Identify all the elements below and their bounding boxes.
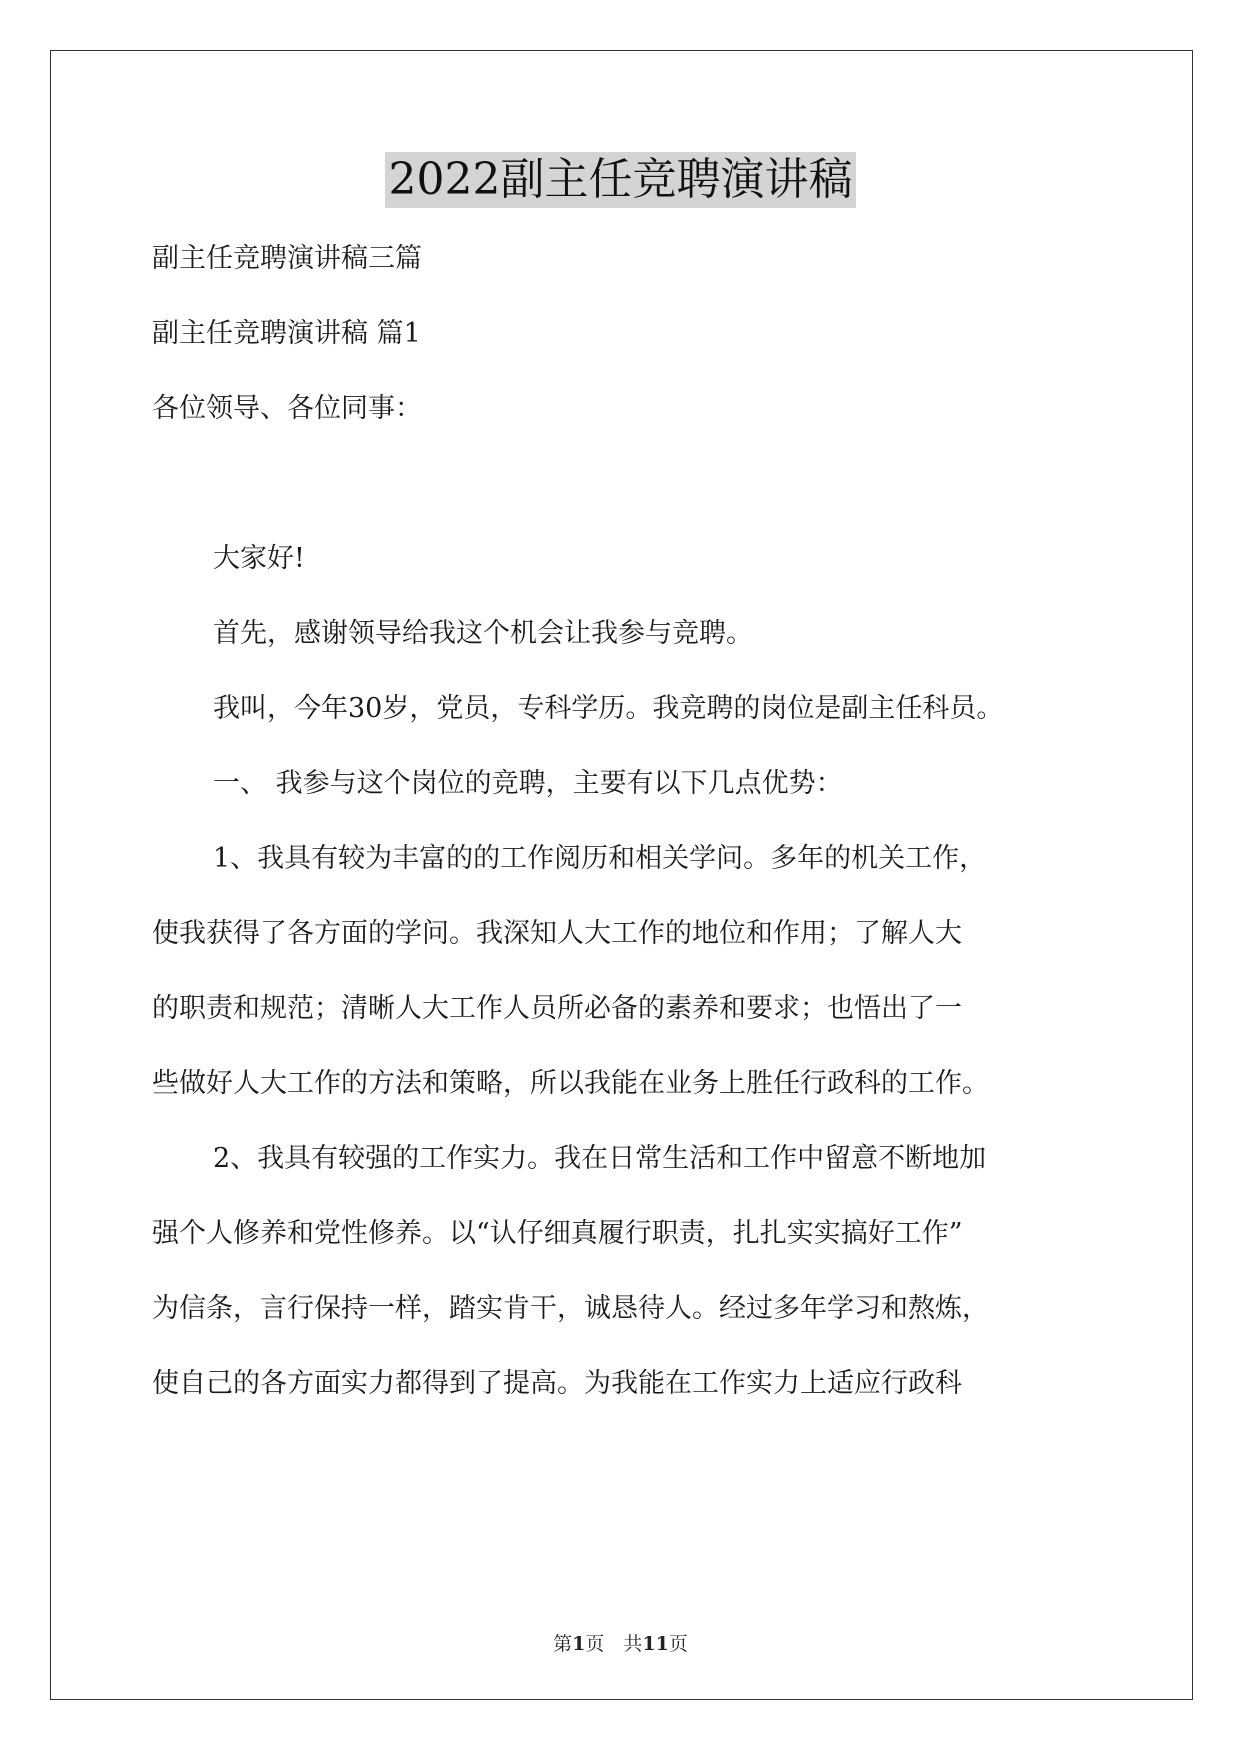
paragraph-line: 使自己的各方面实力都得到了提高。为我能在工作实力上适应行政科 — [152, 1368, 962, 1399]
footer-page-suffix: 页 — [668, 1633, 688, 1655]
document-title: 2022副主任竞聘演讲稿 — [385, 152, 857, 208]
footer-page-mid: 页 共 — [585, 1633, 643, 1655]
paragraph-line: 2、我具有较强的工作实力。我在日常生活和工作中留意不断地加 — [213, 1143, 987, 1174]
footer-page-prefix: 第 — [553, 1633, 573, 1655]
paragraph-line: 的职责和规范；清晰人大工作人员所必备的素养和要求；也悟出了一 — [152, 993, 962, 1024]
subtitle-line: 副主任竞聘演讲稿三篇 — [152, 243, 422, 274]
page-footer — [0, 1632, 1241, 1656]
paragraph-line: 为信条，言行保持一样，踏实肯干，诚恳待人。经过多年学习和熬炼， — [152, 1293, 989, 1324]
paragraph-line: 一、 我参与这个岗位的竞聘，主要有以下几点优势： — [213, 768, 843, 799]
paragraph-line: 强个人修养和党性修养。以“认仔细真履行职责，扎扎实实搞好工作” — [152, 1218, 963, 1249]
salutation: 各位领导、各位同事： — [152, 393, 422, 424]
paragraph-line: 1、我具有较为丰富的的工作阅历和相关学问。多年的机关工作， — [213, 843, 987, 874]
section-heading: 副主任竞聘演讲稿 篇1 — [152, 318, 421, 349]
paragraph-line: 首先，感谢领导给我这个机会让我参与竞聘。 — [213, 618, 753, 649]
paragraph-line: 我叫，今年30岁，党员，专科学历。我竞聘的岗位是副主任科员。 — [213, 693, 1004, 724]
title-wrap — [0, 152, 1241, 208]
paragraph-line: 使我获得了各方面的学问。我深知人大工作的地位和作用；了解人大 — [152, 918, 962, 949]
greeting-line: 大家好! — [213, 543, 305, 574]
footer-page-total: 11 — [642, 1633, 669, 1655]
footer-page-current: 1 — [572, 1633, 586, 1655]
paragraph-line: 些做好人大工作的方法和策略，所以我能在业务上胜任行政科的工作。 — [152, 1068, 989, 1099]
